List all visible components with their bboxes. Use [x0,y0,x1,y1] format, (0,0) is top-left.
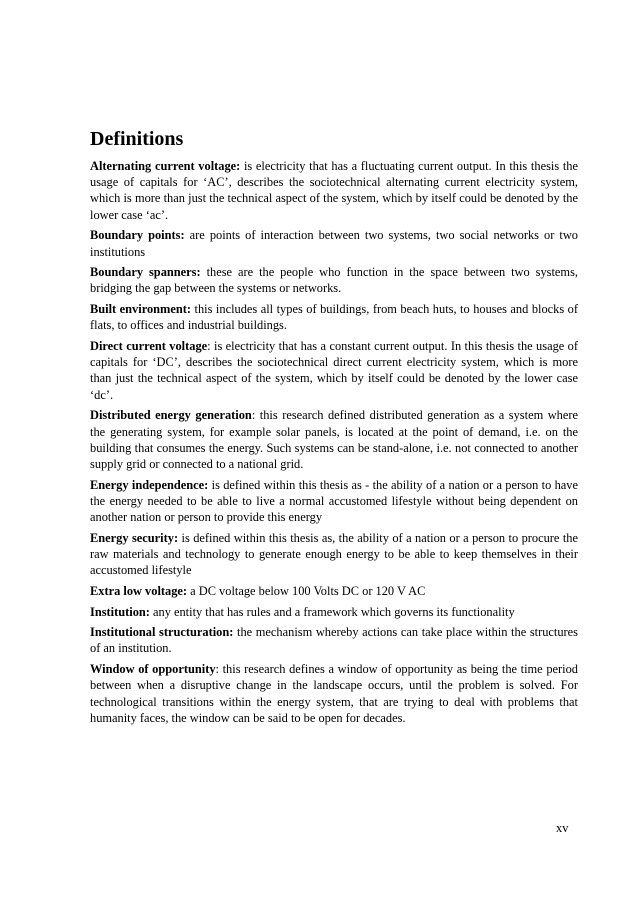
definition-term: Institutional structuration: [90,625,234,640]
definition-extra-low-voltage [90,583,578,599]
definition-text: is defined within this thesis as - the ability of a nation or a person to have the energy needed to be able to live a normal accustomed lifestyle without being dependent on another nation or person to provide this energy [90,477,578,525]
definition-term: Alternating current voltage: [90,159,241,173]
definition-term: Boundary points: [90,228,185,243]
definition-institution [90,604,578,620]
definition-distributed-energy-generation [90,407,578,472]
definition-term: Distributed energy generation [90,408,252,423]
definition-term: Window of opportunity [90,662,216,677]
definition-institutional-structuration [90,624,578,656]
definition-term: Energy security: [90,530,179,545]
page-title: Definitions [90,128,184,150]
definition-text: : this research defined distributed generation as a system where the generating system, for example solar panels, is located at the point of demand, i.e. on the building that consumes the energy. Such systems can be stand-alone, i.e. not connected to another supply grid or connected to a national grid. [90,408,578,471]
page-number: xv [556,821,569,835]
definition-text: : this research defines a window of opportunity as being the time period between when a disruptive change in the landscape occurs, until the problem is solved. For technological transitions within the energy system, that are trying to deal with problems that humanity faces, the window can be said to be open for decades. [90,662,578,725]
definition-text: these are the people who function in the space between two systems, bridging the gap between the systems or networks. [90,265,578,296]
definition-text: this includes all types of buildings, from beach huts, to houses and blocks of flats, to offices and industrial buildings. [90,302,578,333]
definition-alternating-current-voltage [90,158,578,223]
definition-term: Extra low voltage: [90,583,188,598]
definition-term: Boundary spanners: [90,265,201,280]
definition-boundary-points [90,227,578,259]
definition-energy-independence [90,477,578,526]
definition-boundary-spanners [90,264,578,296]
definition-text: are points of interaction between two systems, two social networks or two institutions [90,228,578,259]
definition-term: Institution: [90,604,150,619]
definition-direct-current-voltage [90,338,578,403]
definition-text: is defined within this thesis as, the ability of a nation or a person to procure the raw materials and technology to generate enough energy to be able to keep themselves in their accustomed lifestyle [90,530,578,578]
definition-window-of-opportunity [90,661,578,726]
definition-term: Built environment: [90,302,192,317]
definition-energy-security [90,530,578,579]
definition-text: the mechanism whereby actions can take place within the structures of an institution. [90,625,579,656]
definition-text: a DC voltage below 100 Volts DC or 120 V AC [187,583,426,598]
definition-text: : is electricity that has a constant current output. In this thesis the usage of capitals for ‘DC’, describes the sociotechnical direct current electricity system, which is more than just the technical aspect of the system, which by itself could be denoted by the lower case ‘dc’. [90,339,578,402]
definitions-list [90,158,578,731]
definition-text: is electricity that has a fluctuating current output. In this thesis the usage of capitals for ‘AC’, describes the sociotechnical alternating current electricity system, which is more than just the technical aspect of the system, which by itself could be denoted by the lower case ‘ac’. [90,159,578,222]
definition-built-environment [90,301,578,333]
definition-term: Energy independence: [90,477,209,492]
definition-term: Direct current voltage [90,339,208,354]
definition-text: any entity that has rules and a framework which governs its functionality [149,604,515,619]
